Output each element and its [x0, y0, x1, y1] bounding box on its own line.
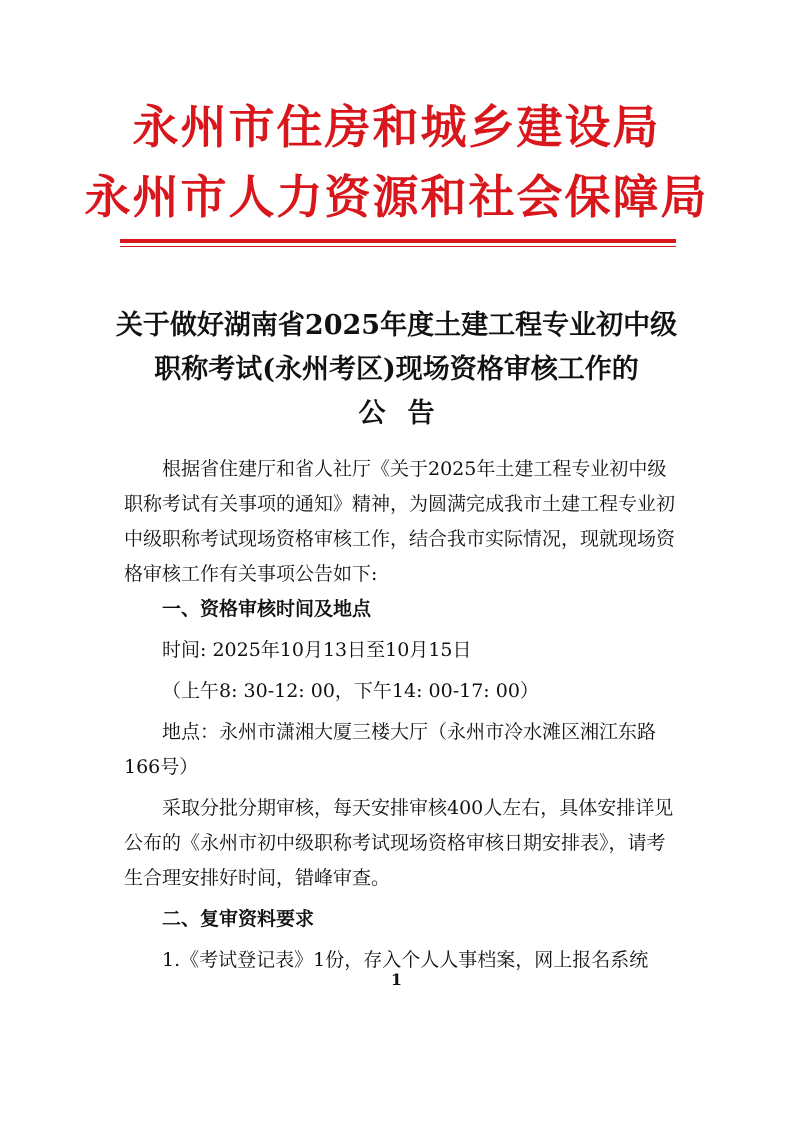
time-line: 时间: 2025年10月13日至10月15日: [162, 639, 472, 661]
title-line-1: 关于做好湖南省2025年度土建工程专业初中级: [115, 310, 678, 341]
page-number: 1: [390, 970, 403, 989]
section-1-heading: 一、资格审核时间及地点: [162, 598, 372, 620]
letterhead-rule-thick: [120, 239, 676, 243]
letterhead-rule-thin: [120, 246, 676, 247]
time-detail: （上午8: 30-12: 00，下午14: 00-17: 00）: [162, 680, 539, 702]
intro-paragraph: 根据省住建厅和省人社厅《关于2025年土建工程专业初中级职称考试有关事项的通知》精神，为圆满完成我市土建工程专业初中级职称考试现场资格审核工作，结合我市实际情况，现就现场资格审核工作有关事项公告如下:: [124, 458, 676, 585]
letterhead-line-1: 永州市住房和城乡建设局: [132, 100, 661, 154]
letterhead: [0, 92, 793, 232]
title-line-2: 职称考试(永州考区)现场资格审核工作的: [154, 354, 639, 385]
document-title: [0, 304, 793, 436]
section-2-heading: 二、复审资料要求: [162, 908, 315, 930]
document-body: [124, 452, 684, 978]
place-line: 地点：永州市潇湘大厦三楼大厅（永州市冷水滩区湘江东路166号）: [124, 721, 657, 778]
title-line-3: 公告: [358, 398, 457, 429]
letterhead-line-2: 永州市人力资源和社会保障局: [84, 170, 709, 224]
item-1: 1.《考试登记表》1份，存入个人人事档案，网上报名系统: [162, 949, 649, 971]
schedule-paragraph: 采取分批分期审核，每天安排审核400人左右，具体安排详见公布的《永州市初中级职称考试现场资格审核日期安排表》，请考生合理安排好时间，错峰审查。: [124, 797, 674, 889]
